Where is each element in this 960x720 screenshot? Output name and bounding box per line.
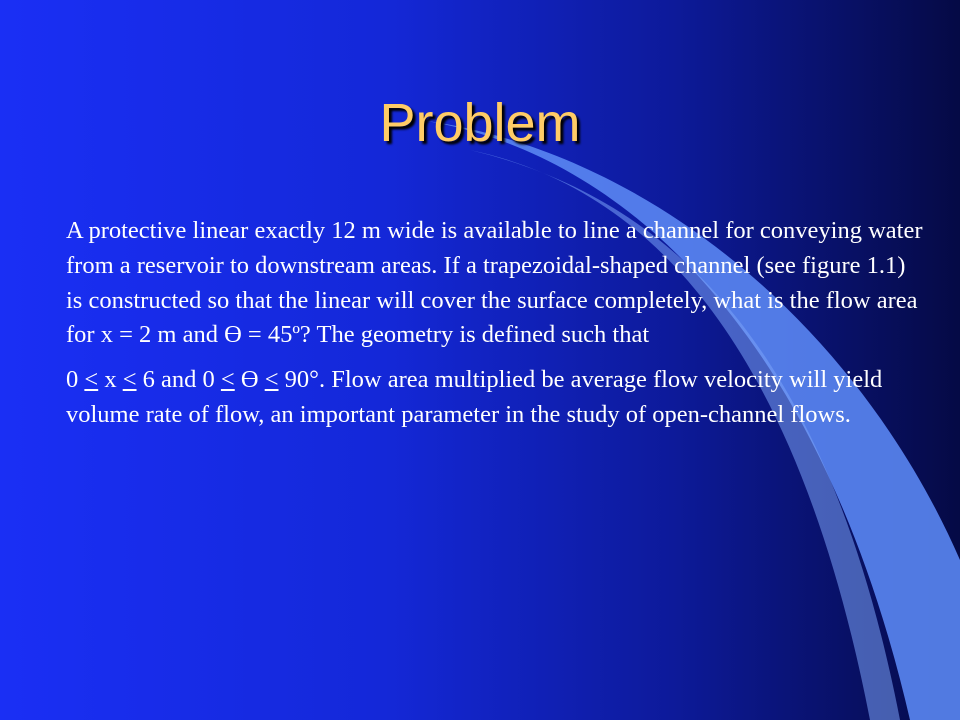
slide-title: Problem: [379, 93, 581, 153]
text-segment: 90°. Flow area multiplied be average flow velocity will yield volume rate of flow, an important parameter in the study of open-channel flows.: [66, 366, 883, 428]
problem-body: [66, 214, 926, 443]
text-segment: 6 and 0: [136, 366, 221, 394]
text-segment: Ө: [234, 366, 265, 394]
problem-paragraph-1: A protective linear exactly 12 m wide is available to line a channel for conveying water from a reservoir to downstream areas. If a trapezoidal-shaped channel (see figure 1.1) is constructed so that the linear will cover the surface completely, what is the flow area for x = 2 m and Ө = 45º? The geometry is defined such that: [66, 217, 923, 349]
text-segment: x: [98, 366, 123, 394]
less-equal-symbol: <: [122, 366, 137, 394]
less-equal-symbol: <: [220, 366, 235, 394]
less-equal-symbol: <: [84, 366, 99, 394]
text-segment: 0: [66, 366, 85, 394]
less-equal-symbol: <: [264, 366, 279, 394]
problem-paragraph-2: [66, 363, 926, 433]
